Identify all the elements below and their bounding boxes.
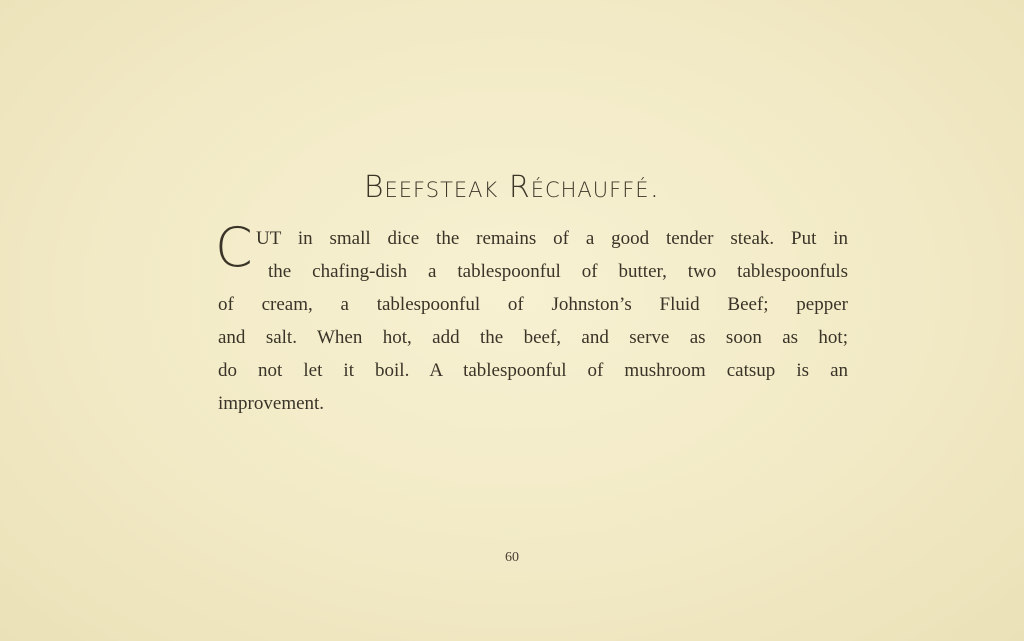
paragraph-line: the chafing-dish a tablespoonful of butter, two tablespoonfuls — [268, 261, 848, 282]
paragraph-line: improvement. — [218, 393, 325, 414]
paragraph-line: do not let it boil. A tablespoonful of mushroom catsup is an — [218, 360, 848, 381]
drop-cap-letter: C — [215, 216, 253, 279]
recipe-paragraph — [218, 222, 848, 420]
paragraph-line: and salt. When hot, add the beef, and serve as soon as hot; — [218, 327, 848, 348]
paragraph-line: UT in small dice the remains of a good tender steak. Put in — [256, 228, 848, 249]
page-number: 60 — [505, 550, 519, 565]
paragraph-line: of cream, a tablespoonful of Johnston’s Fluid Beef; pepper — [218, 294, 848, 315]
recipe-title: Beefsteak Réchauffé. — [363, 170, 661, 205]
